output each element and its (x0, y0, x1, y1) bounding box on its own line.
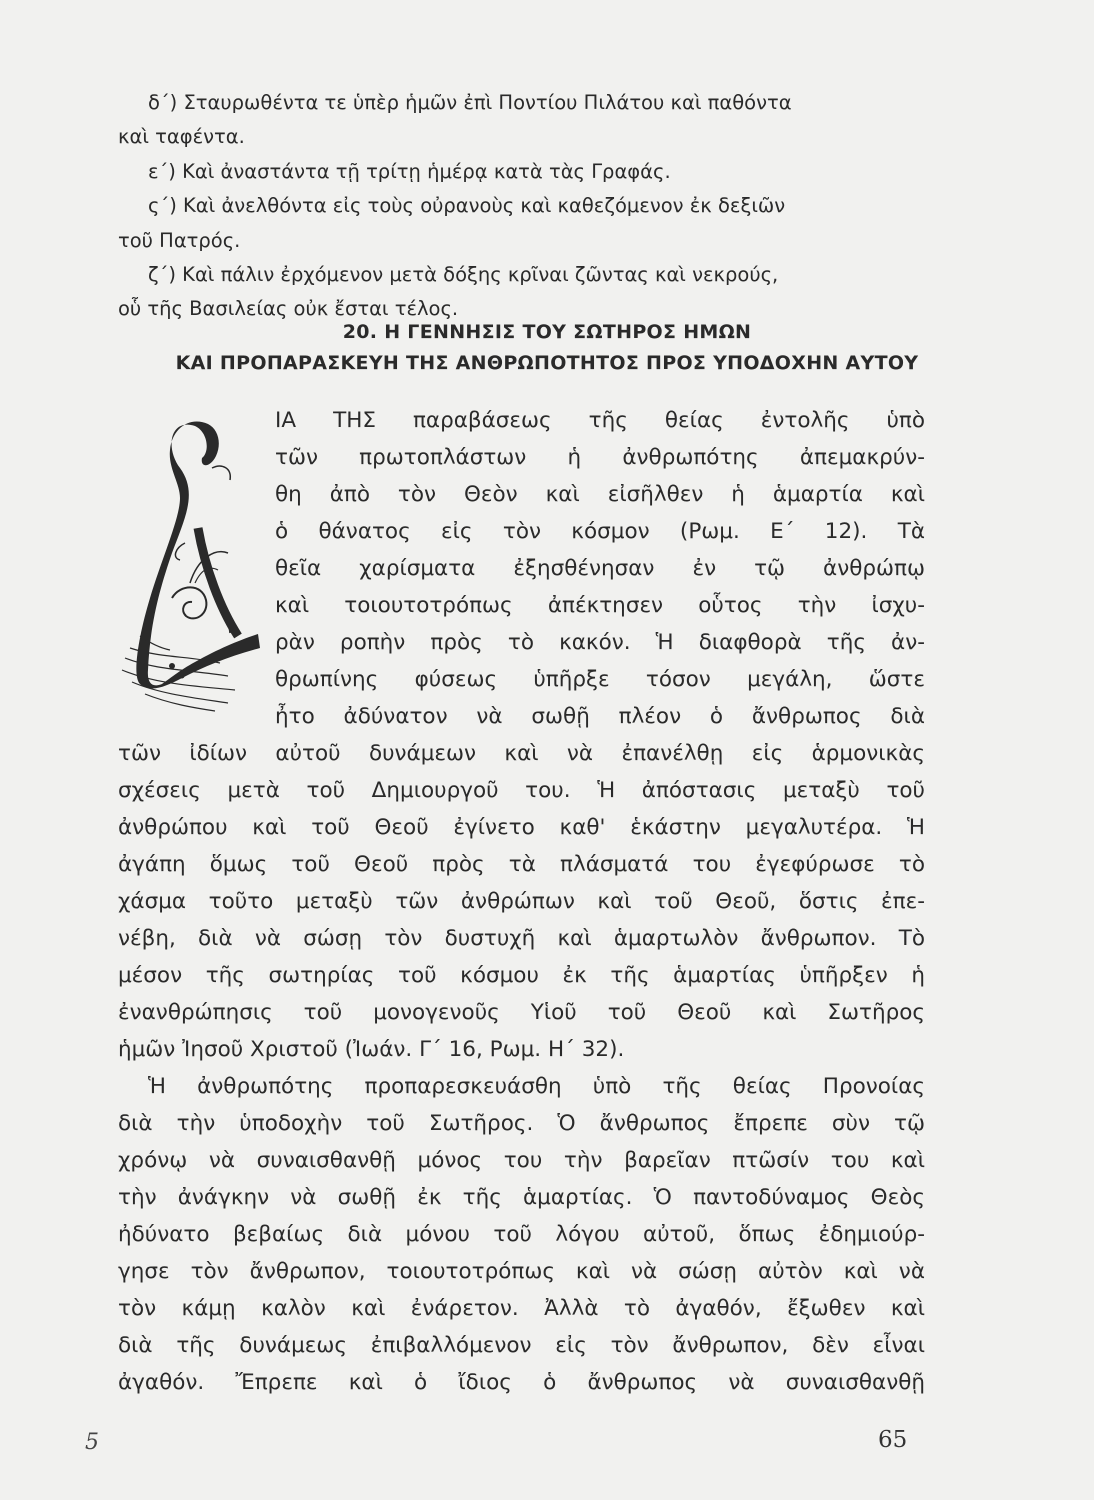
body-line: μέσον τῆς σωτηρίας τοῦ κόσμου ἐκ τῆς ἁμαρτίας ὑπῆρξεν ἡ (118, 963, 925, 988)
section-heading-line-2: ΚΑΙ ΠΡΟΠΑΡΑΣΚΕΥΗ ΤΗΣ ΑΝΘΡΩΠΟΤΗΤΟΣ ΠΡΟΣ ΥΠΟΔΟΧΗΝ ΑΥΤΟΥ (175, 352, 919, 374)
creed-line-text: ζ΄) Καὶ πάλιν ἐρχόμενον μετὰ δόξης κρῖναι ζῶντας καὶ νεκρούς, (148, 263, 779, 287)
body-line: διὰ τὴν ὑποδοχὴν τοῦ Σωτῆρος. Ὁ ἄνθρωπος ἔπρεπε σὺν τῷ (118, 1111, 925, 1136)
section-heading-line-1: 20. Η ΓΕΝΝΗΣΙΣ ΤΟΥ ΣΩΤΗΡΟΣ ΗΜΩΝ (342, 321, 752, 343)
creed-line (118, 120, 924, 154)
body-line: θεῖα χαρίσματα ἐξησθένησαν ἐν τῷ ἀνθρώπῳ (275, 556, 925, 581)
creed-line (118, 224, 924, 258)
creed-line (118, 155, 924, 189)
creed-line (118, 86, 924, 120)
body-line: ἀνθρώπου καὶ τοῦ Θεοῦ ἐγίνετο καθ' ἑκάστην μεγαλυτέρα. Ἡ (118, 815, 925, 840)
creed-line-text: τοῦ Πατρός. (118, 228, 241, 252)
body-line: ἀγαθόν. Ἔπρεπε καὶ ὁ ἴδιος ὁ ἄνθρωπος νὰ συναισθανθῇ (118, 1370, 925, 1395)
ornamental-drop-cap-delta-icon (110, 408, 270, 718)
creed-line-text: οὗ τῆς Βασιλείας οὐκ ἔσται τέλος. (118, 297, 459, 321)
body-line: γησε τὸν ἄνθρωπον, τοιουτοτρόπως καὶ νὰ σώσῃ αὐτὸν καὶ νὰ (118, 1259, 925, 1284)
body-line: τὸν κάμῃ καλὸν καὶ ἐνάρετον. Ἀλλὰ τὸ ἀγαθόν, ἔξωθεν καὶ (118, 1296, 925, 1321)
page-number: 65 (878, 1427, 908, 1453)
body-line: θρωπίνης φύσεως ὑπῆρξε τόσον μεγάλη, ὥστε (275, 667, 925, 692)
body-line: σχέσεις μετὰ τοῦ Δημιουργοῦ του. Ἡ ἀπόστασις μεταξὺ τοῦ (118, 778, 925, 803)
body-line: ΙΑ ΤΗΣ παραβάσεως τῆς θείας ἐντολῆς ὑπὸ (275, 408, 925, 433)
creed-line-text: δ΄) Σταυρωθέντα τε ὑπὲρ ἡμῶν ἐπὶ Ποντίου Πιλάτου καὶ παθόντα (148, 91, 792, 114)
body-line: τῶν πρωτοπλάστων ἡ ἀνθρωπότης ἀπεμακρύν- (275, 445, 925, 470)
body-line: τὴν ἀνάγκην νὰ σωθῇ ἐκ τῆς ἁμαρτίας. Ὁ παντοδύναμος Θεὸς (118, 1185, 925, 1210)
body-line: καὶ τοιουτοτρόπως ἀπέκτησεν οὗτος τὴν ἰσχυ- (275, 593, 925, 618)
body-line: ἀγάπη ὅμως τοῦ Θεοῦ πρὸς τὰ πλάσματά του ἐγεφύρωσε τὸ (118, 852, 925, 877)
body-line: ὁ θάνατος εἰς τὸν κόσμον (Ρωμ. Ε΄ 12). Τὰ (275, 519, 925, 544)
body-line: χάσμα τοῦτο μεταξὺ τῶν ἀνθρώπων καὶ τοῦ Θεοῦ, ὅστις ἐπε- (118, 889, 925, 914)
body-line: ρὰν ροπὴν πρὸς τὸ κακόν. Ἡ διαφθορὰ τῆς ἀν- (275, 630, 925, 655)
body-line: Ἡ ἀνθρωπότης προπαρεσκευάσθη ὑπὸ τῆς θείας Προνοίας (148, 1074, 925, 1099)
creed-line (118, 189, 924, 223)
creed-line (118, 258, 924, 292)
creed-excerpt (118, 86, 924, 327)
body-line: τῶν ἰδίων αὐτοῦ δυνάμεων καὶ νὰ ἐπανέλθῃ εἰς ἁρμονικὰς (118, 741, 925, 766)
body-line: ἠδύνατο βεβαίως διὰ μόνου τοῦ λόγου αὐτοῦ, ὅπως ἐδημιούρ- (118, 1222, 925, 1247)
body-line: θη ἀπὸ τὸν Θεὸν καὶ εἰσῆλθεν ἡ ἁμαρτία καὶ (275, 482, 925, 507)
body-line: ἡμῶν Ἰησοῦ Χριστοῦ (Ἰωάν. Γ΄ 16, Ρωμ. Η΄ 32). (118, 1037, 625, 1062)
body-line: χρόνῳ νὰ συναισθανθῇ μόνος του τὴν βαρεῖαν πτῶσίν του καὶ (118, 1148, 925, 1173)
body-line: διὰ τῆς δυνάμεως ἐπιβαλλόμενον εἰς τὸν ἄνθρωπον, δὲν εἶναι (118, 1333, 925, 1358)
creed-line-text: καὶ ταφέντα. (118, 125, 245, 149)
creed-line-text: ς΄) Καὶ ἀνελθόντα εἰς τοὺς οὐρανοὺς καὶ καθεζόμενον ἐκ δεξιῶν (148, 194, 786, 218)
body-line: ἦτο ἀδύνατον νὰ σωθῇ πλέον ὁ ἄνθρωπος διὰ (275, 704, 925, 729)
creed-line-text: ε΄) Καὶ ἀναστάντα τῇ τρίτῃ ἡμέρᾳ κατὰ τὰς Γραφάς. (148, 159, 671, 183)
body-line: νέβη, διὰ νὰ σώσῃ τὸν δυστυχῆ καὶ ἁμαρτωλὸν ἄνθρωπον. Τὸ (118, 926, 925, 951)
signature-mark: 5 (85, 1430, 99, 1455)
body-line: ἐνανθρώπησις τοῦ μονογενοῦς Υἱοῦ τοῦ Θεοῦ καὶ Σωτῆρος (118, 1000, 925, 1025)
